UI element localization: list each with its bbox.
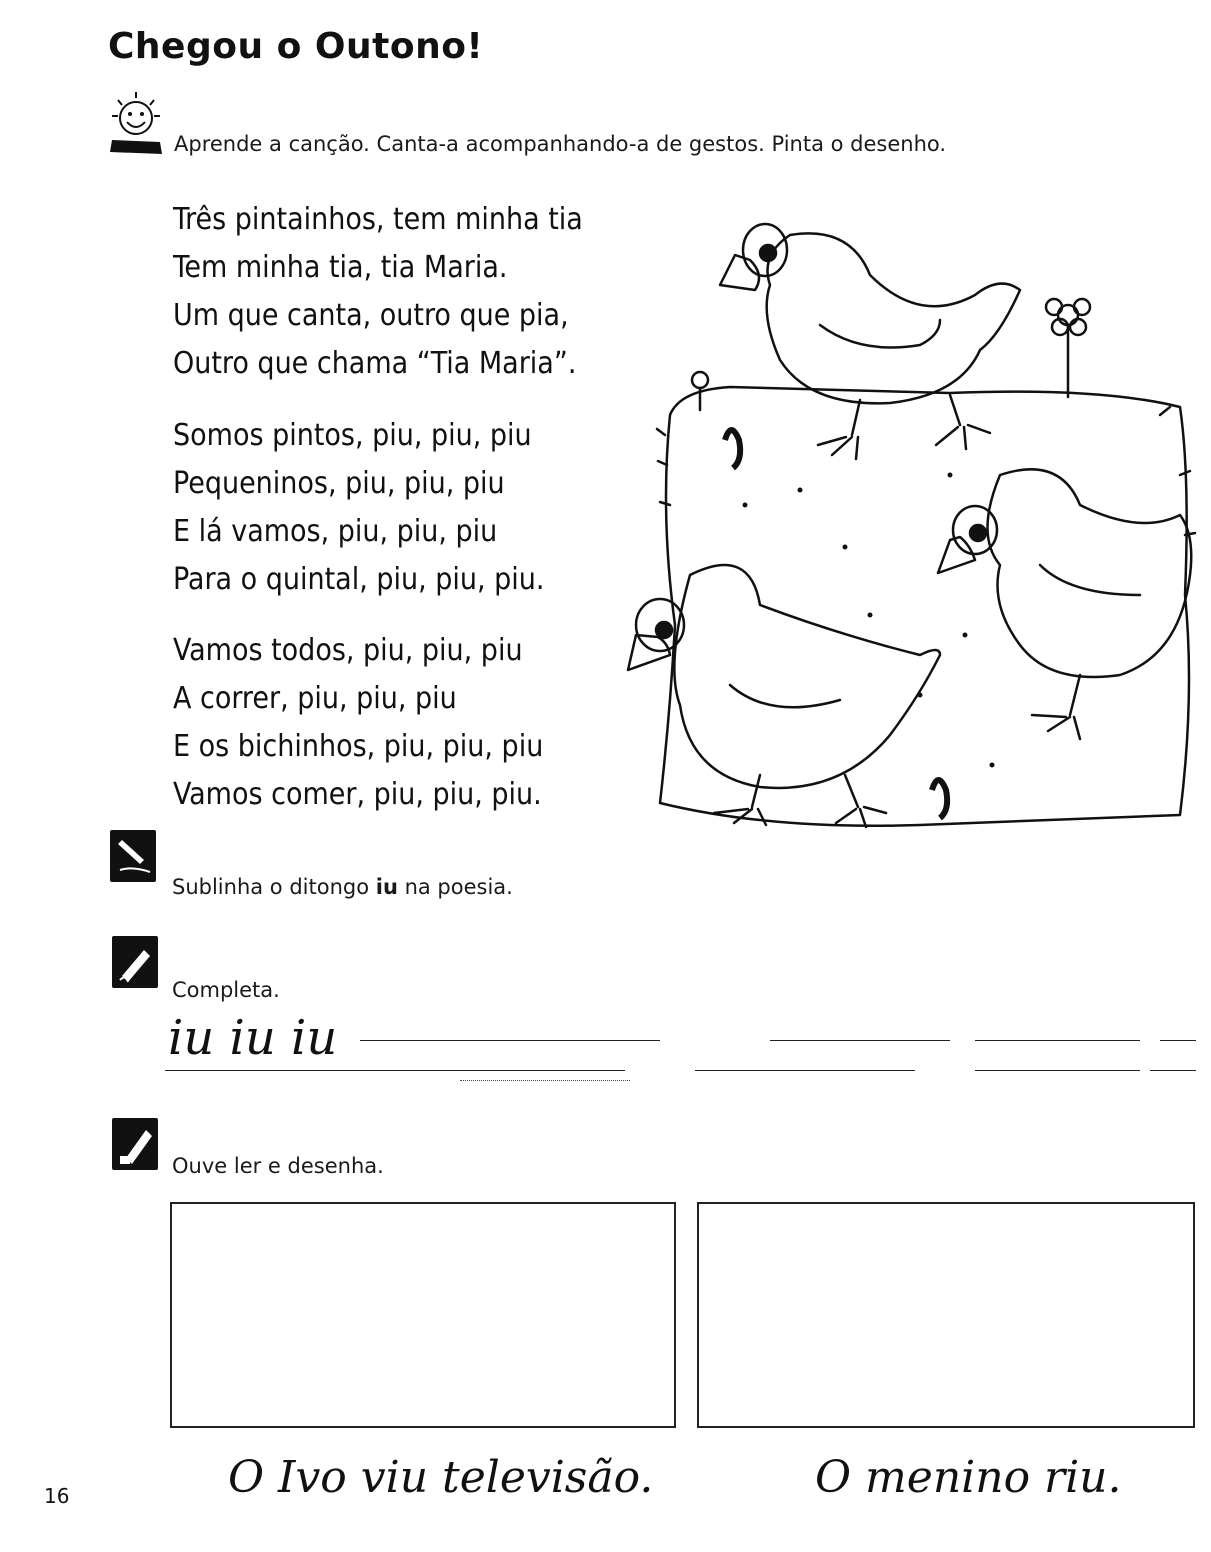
exercise1-text-prefix: Sublinha o ditongo [172,875,376,899]
poem-line: Somos pintos, piu, piu, piu [173,418,532,453]
writing-line-base[interactable] [1150,1070,1196,1071]
poem-line: E os bichinhos, piu, piu, piu [173,729,544,764]
poem-line: Para o quintal, piu, piu, piu. [173,562,545,597]
exercise2-instruction: Completa. [172,978,280,1002]
writing-line-top[interactable] [1160,1040,1196,1041]
drawing-box-2[interactable] [697,1202,1195,1428]
song-instruction: Aprende a canção. Canta-a acompanhando-a de gestos. Pinta o desenho. [174,132,947,156]
writing-line-top [360,1040,660,1041]
poem-line: A correr, piu, piu, piu [173,681,457,716]
poem-line: Vamos todos, piu, piu, piu [173,633,523,668]
exercise1-instruction [172,875,513,899]
handwriting-model: iu iu iu [168,1010,338,1066]
writing-line-base[interactable] [975,1070,1140,1071]
drawing-pencil-icon [112,1118,158,1170]
page-title: Chegou o Outono! [108,26,484,67]
poem-line: Vamos comer, piu, piu, piu. [173,777,542,812]
writing-line-base [165,1070,625,1071]
exercise3-instruction: Ouve ler e desenha. [172,1154,384,1178]
writing-line-dotted [460,1080,630,1081]
writing-line-top[interactable] [975,1040,1140,1041]
exercise1-bold-text: iu [375,875,398,899]
poem-line: E lá vamos, piu, piu, piu [173,514,498,549]
caption-2: O menino riu. [815,1452,1122,1503]
poem-line: Tem minha tia, tia Maria. [173,250,508,285]
underline-pencil-icon [110,830,156,882]
writing-line-top[interactable] [770,1040,950,1041]
sun-face-icon [108,88,168,164]
poem-stanza-2 [173,412,544,604]
poem-line: Três pintainhos, tem minha tia [173,202,583,237]
chicks-illustration [620,175,1205,849]
poem-line: Outro que chama “Tia Maria”. [173,346,577,381]
exercise1-text-suffix: na poesia. [397,875,513,899]
writing-line-base[interactable] [695,1070,915,1071]
pencil-icon [112,936,158,988]
poem-stanza-3 [173,627,543,819]
page-number: 16 [44,1484,70,1508]
poem-line: Pequeninos, piu, piu, piu [173,466,505,501]
poem-line: Um que canta, outro que pia, [173,298,569,333]
caption-1: O Ivo viu televisão. [228,1452,654,1503]
poem-stanza-1 [173,196,583,388]
drawing-box-1[interactable] [170,1202,676,1428]
